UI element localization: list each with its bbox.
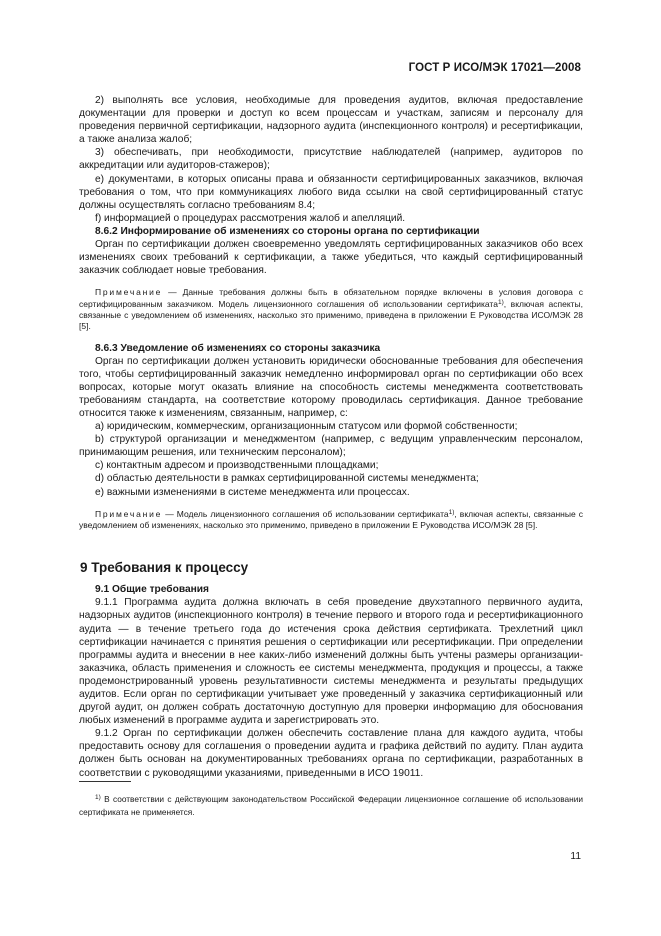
page-number: 11 [570,851,581,862]
footnote-ref: 1) [497,298,504,306]
list-item-e: е) важными изменениями в системе менеджмента или процессах. [95,486,410,498]
heading-8-6-3: 8.6.3 Уведомление об изменениях со стороны заказчика [95,342,381,354]
page-body [79,94,583,780]
footnote-divider [79,781,131,782]
paragraph-8-6-3: Орган по сертификации должен установить юридически обоснованные требования для обеспечения того, чтобы сертифицированный заказчик немедленно информировал орган по сертификации обо всех вопросах, которые могут оказать влияние на способность системы менеджмента соответствовать требованиям стандарта, на соответствие которому проводилась сертификация. Данное требование относится также к изменениям, связанным, например, с: [79,355,583,419]
note-2 [79,509,583,532]
paragraph-item-3: 3) обеспечивать, при необходимости, присутствие наблюдателей (например, аудиторов по аккредитации или аудиторов-стажеров); [79,147,583,172]
note-text: — Данные требования должны быть в обязательном порядке включены в условия договора с сертифицированным заказчиком. Модель лицензионного соглашения об использовании сертификата [79,287,583,309]
list-item-b: b) структурой организации и менеджментом (например, с ведущим управленческим персоналом, принимающим решения, или техническим персоналом); [79,434,583,459]
list-item-a: а) юридическим, коммерческим, организационным статусом или формой собственности; [95,421,518,433]
section-9-title: 9 Требования к процессу [80,560,249,576]
note-text: , включая аспекты, связанные с уведомлением об изменениях, насколько это применимо, приведена в приложении Е Руководства ИСО/МЭК 28 [5]. [79,298,583,332]
paragraph-item-f: f) информацией о процедурах рассмотрения жалоб и апелляций. [95,212,406,224]
footnote-mark: 1) [95,794,101,801]
note-text: , включая аспекты, связанные с уведомлением об изменениях, насколько это применимо, приведено в приложении Е Руководства ИСО/МЭК 28 [5]. [79,508,584,530]
footnote-text: В соответствии с действующим законодательством Российской Федерации лицензионное соглашение об использовании сертификата не применяется. [79,794,583,817]
paragraph-9-1-2: 9.1.2 Орган по сертификации должен обеспечить составление плана для каждого аудита, чтобы предоставить основу для соглашения о проведении аудита и графика действий по аудиту. План аудита должен быть основан на документированных требованиях органа по сертификации, разработанных в соответствии с руководящими указаниями, приведенными в ИСО 19011. [79,728,583,779]
paragraph-item-2: 2) выполнять все условия, необходимые для проведения аудитов, включая предоставление документации для проверки и доступ ко всем процессам и участкам, записям и персоналу для проведения первичной сертификации, надзорного аудита (инспекционного контроля) и ресертификации, а также анализа жалоб; [79,95,583,146]
paragraph-item-e: е) документами, в которых описаны права и обязанности сертифицированных заказчиков, включая требования о том, что при коммуникациях любого вида ссылки на свой сертифицированный статус должны осуществлять согласно требованиям 8.4; [79,173,583,211]
paragraph-9-1-1: 9.1.1 Программа аудита должна включать в себя проведение двухэтапного первичного аудита, надзорных аудитов (инспекционного контроля) в течение первого и второго года и ресертификационного аудита — в течение третьего года до истечения срока действия сертификата. Трехлетний цикл сертификации начинается с принятия решения о сертификации или ресертификации. При определении программы аудита и внесении в нее каких-либо изменений должны быть учтены размеры организации-заказчика, область применения и сложность ее системы менеджмента, продукция и процессы, а также продемонстрированный уровень результативности системы менеджмента и результаты предыдущих аудитов. Если орган по сертификации учитывает уже проведенный у заказчика сертификационный или другой аудит, он должен собрать достаточную доступную для проверки информацию для обоснования любых изменений в программе аудита и зарегистрировать это. [79,597,583,727]
paragraph-8-6-2: Орган по сертификации должен своевременно уведомлять сертифицированных заказчиков обо всех изменениях своих требований к сертификации, а также убедиться, что каждый сертифицированный заказчик соблюдает новые требования. [79,239,583,277]
note-text: — Модель лицензионного соглашения об использовании сертификата [162,508,449,519]
heading-9-1: 9.1 Общие требования [95,584,209,596]
footnote [79,793,583,818]
footnote-ref: 1) [448,508,455,516]
list-item-d: d) областью деятельности в рамках сертифицированной системы менеджмента; [95,473,479,485]
note-label: Примечание [95,287,163,298]
heading-8-6-2: 8.6.2 Информирование об изменениях со стороны органа по сертификации [95,225,480,237]
document-id-header: ГОСТ Р ИСО/МЭК 17021—2008 [408,62,581,74]
list-item-c: с) контактным адресом и производственными площадками; [95,460,379,472]
note-1 [79,287,583,332]
note-label: Примечание [95,508,163,519]
